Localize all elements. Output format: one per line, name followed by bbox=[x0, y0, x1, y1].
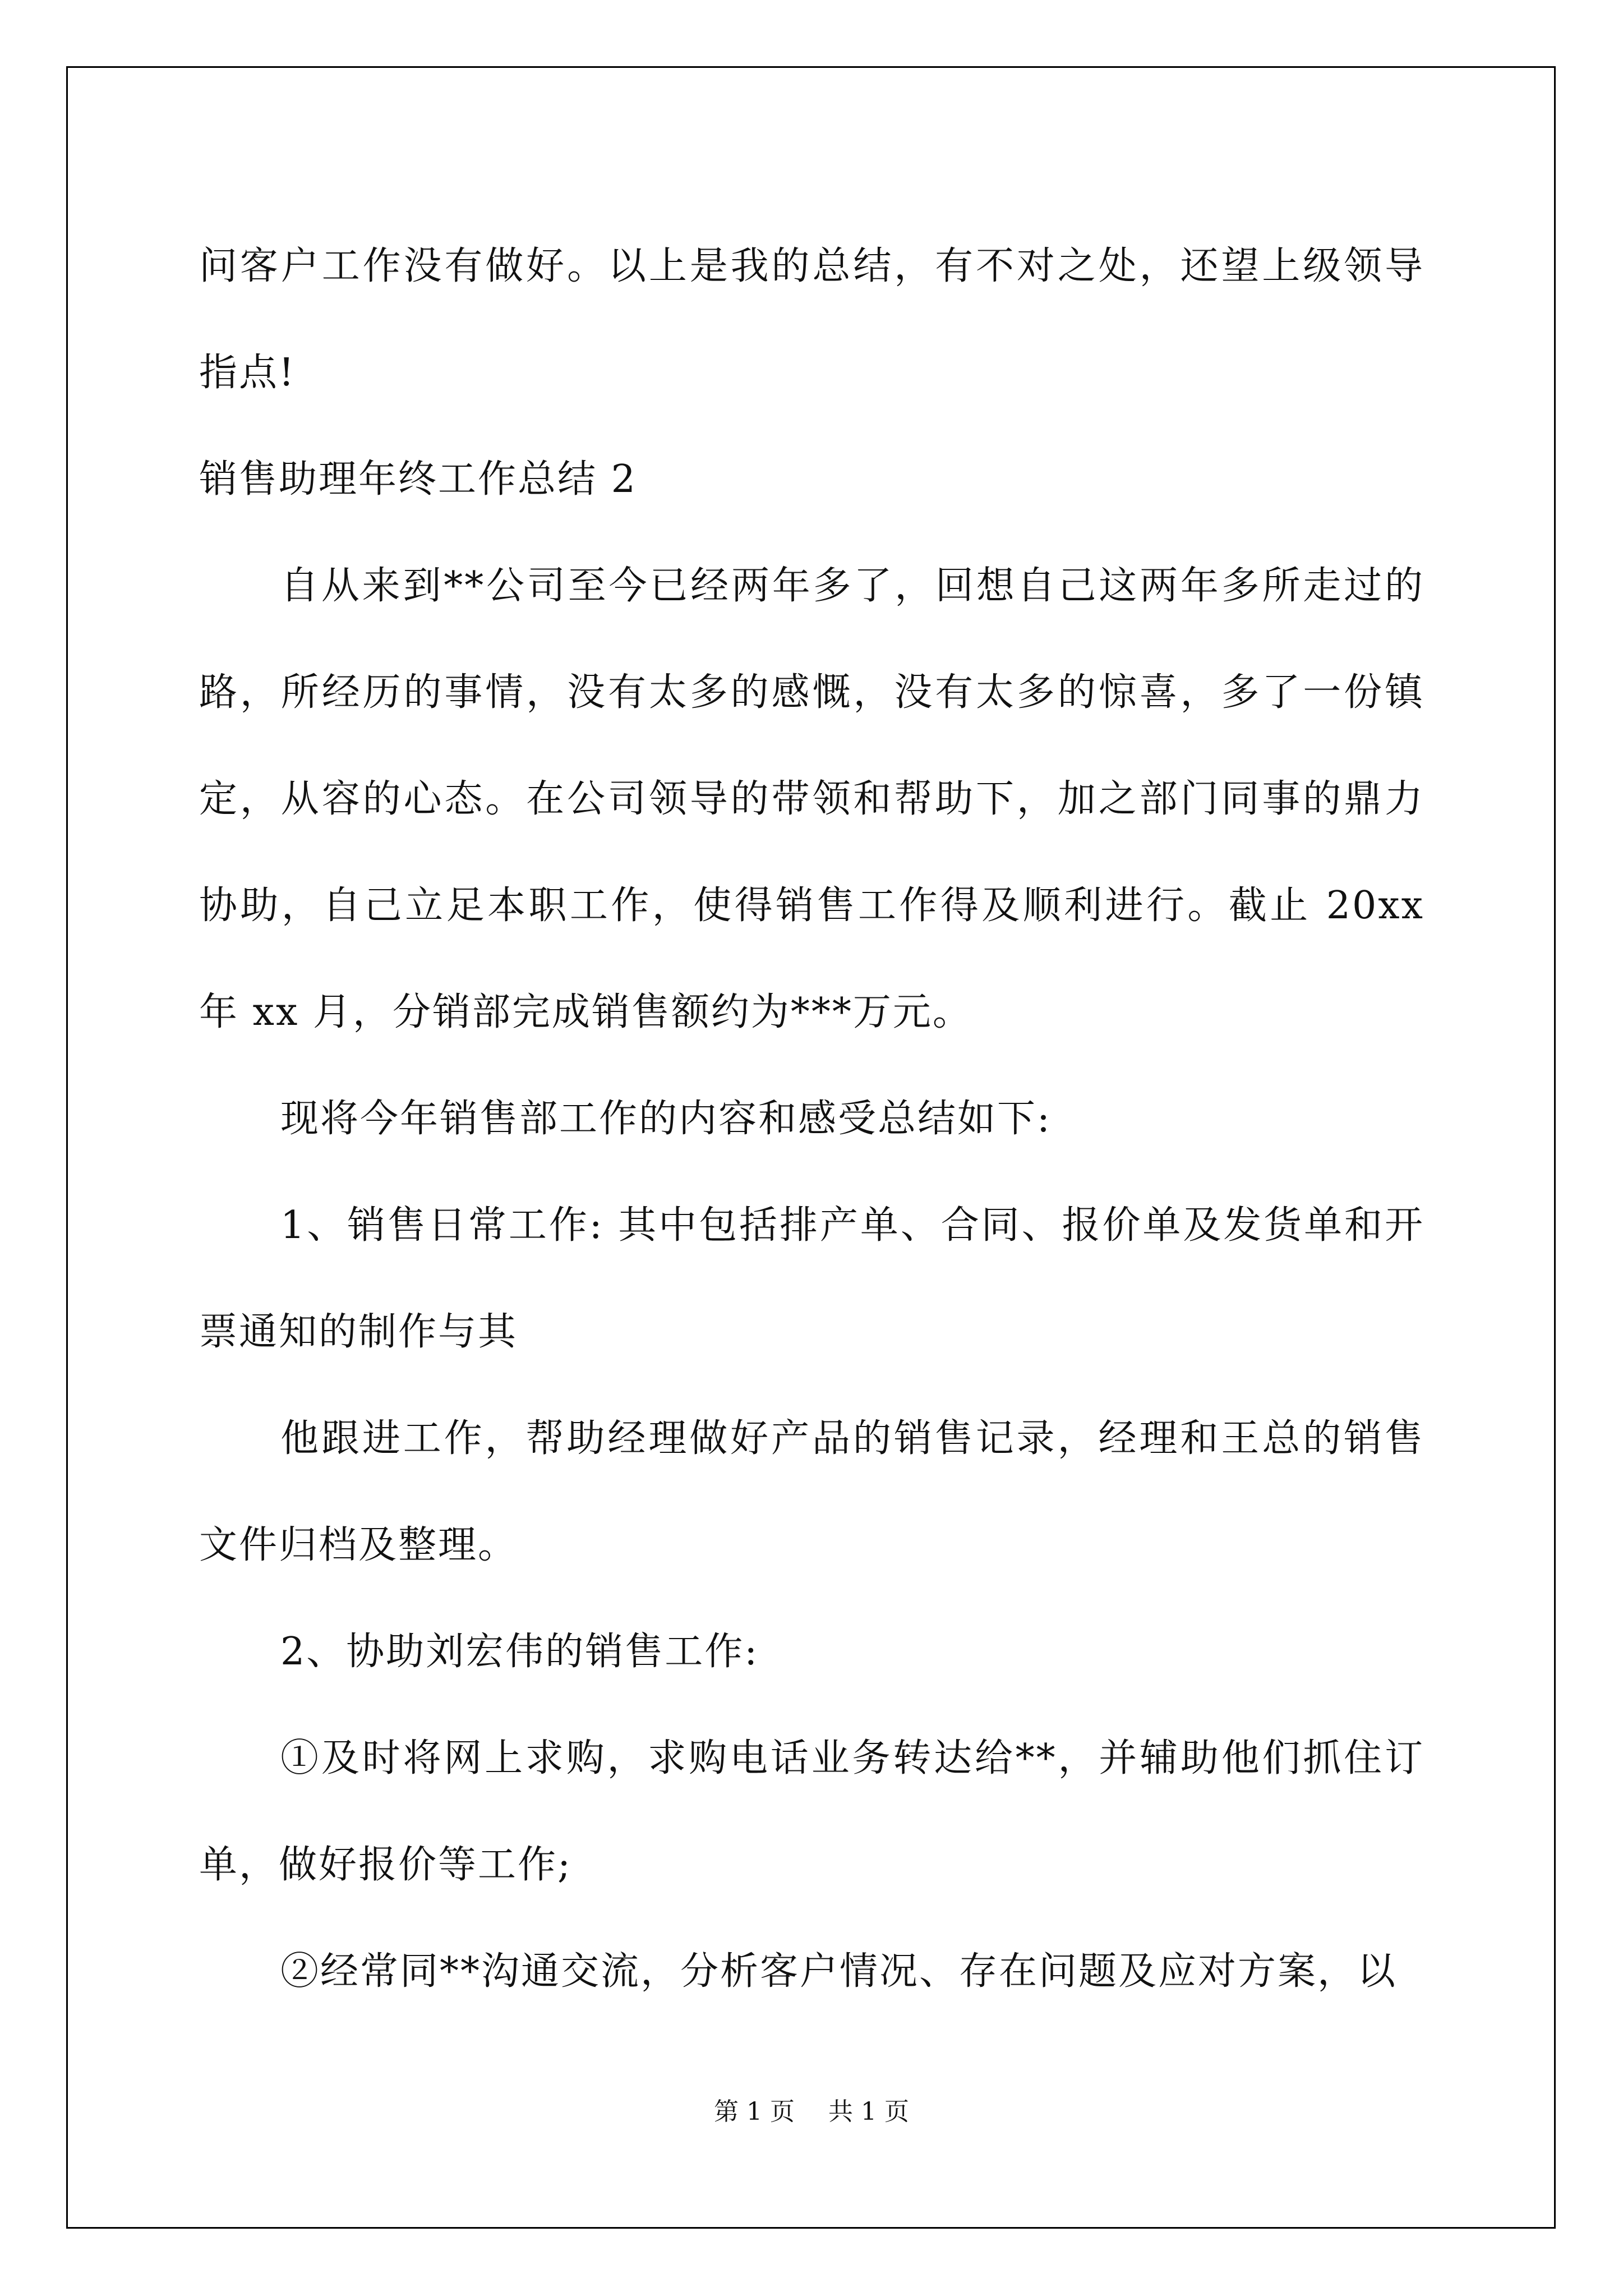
paragraph-item-2-b: ②经常同**沟通交流，分析客户情况、存在问题及应对方案，以 bbox=[280, 1949, 1398, 1994]
paragraph-intro: 自从来到**公司至今已经两年多了，回想自己这两年多所走过的路，所经历的事情，没有太多的感慨，没有太多的惊喜，多了一份镇定，从容的心态。在公司领导的带领和帮助下，加之部门同事的鼎力协助，自己立足本职工作，使得销售工作得及顺利进行。截止 20xx 年 xx 月，分销部完成销售额约为***万元。 bbox=[199, 564, 1424, 1034]
page-total: 共 1 页 bbox=[828, 2097, 909, 2126]
paragraph-item-1: 1、销售日常工作: 其中包括排产单、合同、报价单及发货单和开票通知的制作与其 bbox=[199, 1203, 1424, 1354]
paragraph-item-2: 2、协助刘宏伟的销售工作: bbox=[280, 1630, 759, 1674]
paragraph-summary-lead: 现将今年销售部工作的内容和感受总结如下: bbox=[280, 1097, 1052, 1141]
page-number: 第 1 页 bbox=[714, 2097, 795, 2126]
paragraph-item-2-a: ①及时将网上求购，求购电话业务转达给**，并辅助他们抓住订单，做好报价等工作; bbox=[199, 1736, 1424, 1887]
paragraph-1: 问客户工作没有做好。以上是我的总结，有不对之处，还望上级领导指点! bbox=[199, 244, 1424, 395]
paragraph-item-1-cont: 他跟进工作，帮助经理做好产品的销售记录，经理和王总的销售文件归档及整理。 bbox=[199, 1416, 1424, 1567]
page-footer bbox=[0, 2095, 1623, 2129]
document-body bbox=[199, 213, 1424, 2025]
section-heading: 销售助理年终工作总结 2 bbox=[199, 457, 637, 501]
